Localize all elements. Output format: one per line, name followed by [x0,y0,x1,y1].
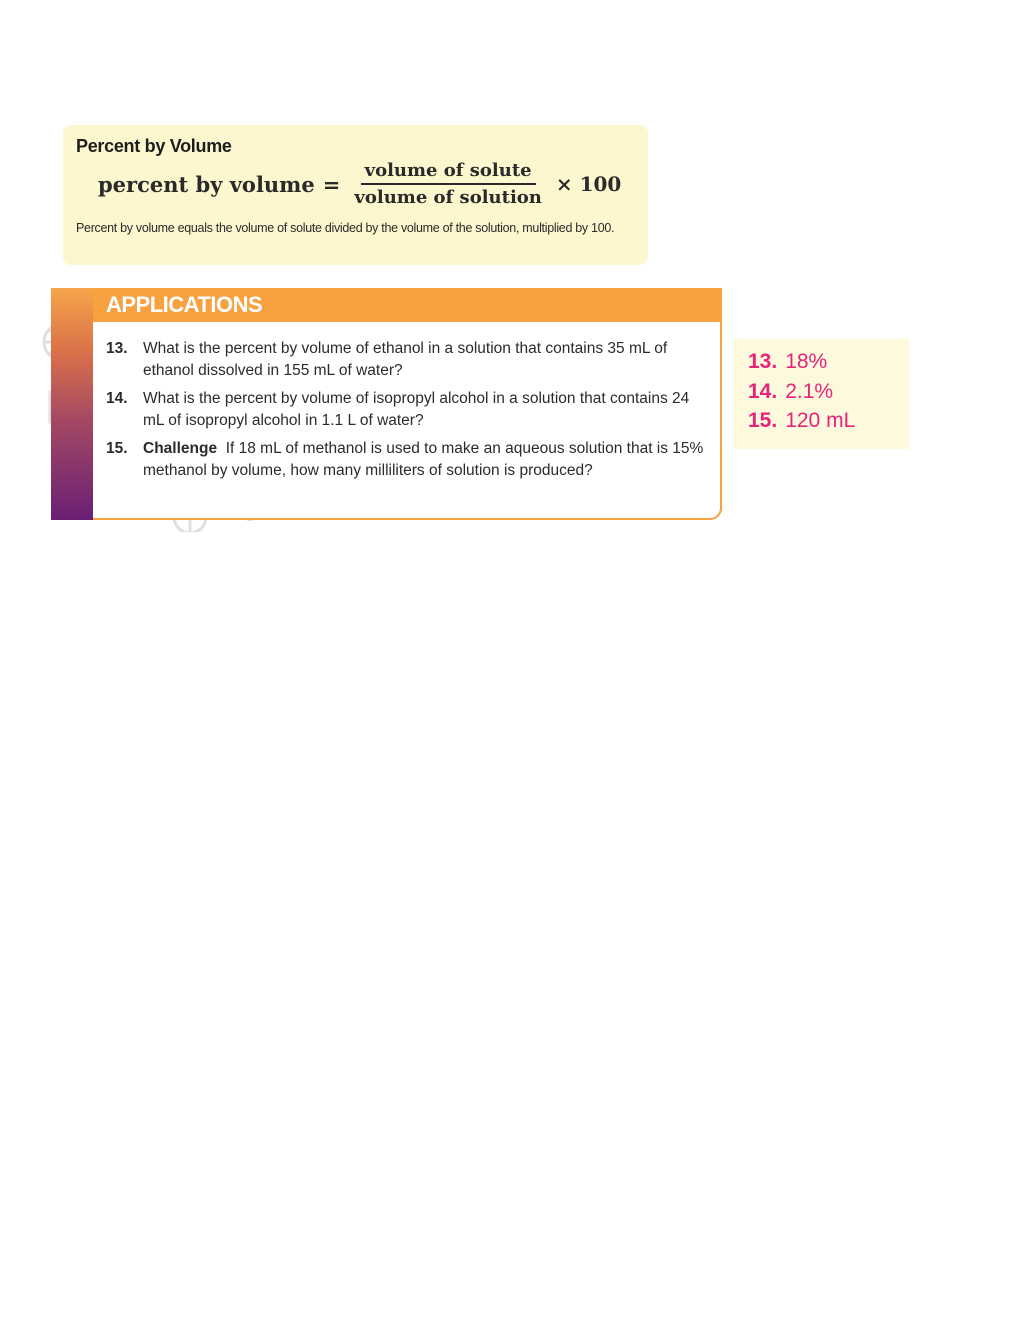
answer-number: 13. [748,350,778,373]
answer-value: 120 mL [785,409,856,432]
formula-multiplier: × 100 [555,172,622,196]
problem-number: 15. [106,440,128,457]
problem-item [106,438,706,481]
problem-item [106,338,706,381]
problem-item [106,388,706,431]
problem-text [143,438,706,481]
problem-question: If 18 mL of methanol is used to make an aqueous solution that is 15% methanol by volume, how many milliliters of solution is produced? [143,440,704,479]
answer-item [748,377,909,407]
formula-denominator: volume of solution [354,187,542,208]
answer-item [748,406,909,436]
problem-text [143,388,706,431]
formula-numerator: volume of solute [361,160,536,185]
answer-item [748,347,909,377]
problem-question: What is the percent by volume of isopropyl alcohol in a solution that contains 24 mL of isopropyl alcohol in 1.1 L of water? [143,390,690,429]
formula-lhs: percent by volume [98,171,315,197]
formula-equation [98,159,621,209]
problem-list [106,338,706,488]
problem-number: 14. [106,390,128,407]
formula-heading: Percent by Volume [76,136,232,156]
formula-fraction [350,160,545,208]
applications-gradient-bar [51,288,93,520]
problem-text [143,338,706,381]
formula-equals-sign: = [322,171,341,197]
applications-header [93,288,720,322]
problem-question: What is the percent by volume of ethanol in a solution that contains 35 mL of ethanol dissolved in 155 mL of water? [143,340,668,379]
answers-box [733,339,909,449]
problem-number: 13. [106,340,128,357]
answer-value: 18% [785,350,828,373]
applications-title: APPLICATIONS [106,292,263,317]
formula-box [63,125,648,265]
applications-panel [93,288,722,520]
problem-lead-label: Challenge [143,440,218,457]
answer-number: 14. [748,379,778,403]
formula-description: Percent by volume equals the volume of solute divided by the volume of the solution, multiplied by 100. [76,221,615,235]
answer-number: 15. [748,409,778,432]
answer-value: 2.1% [785,379,834,403]
